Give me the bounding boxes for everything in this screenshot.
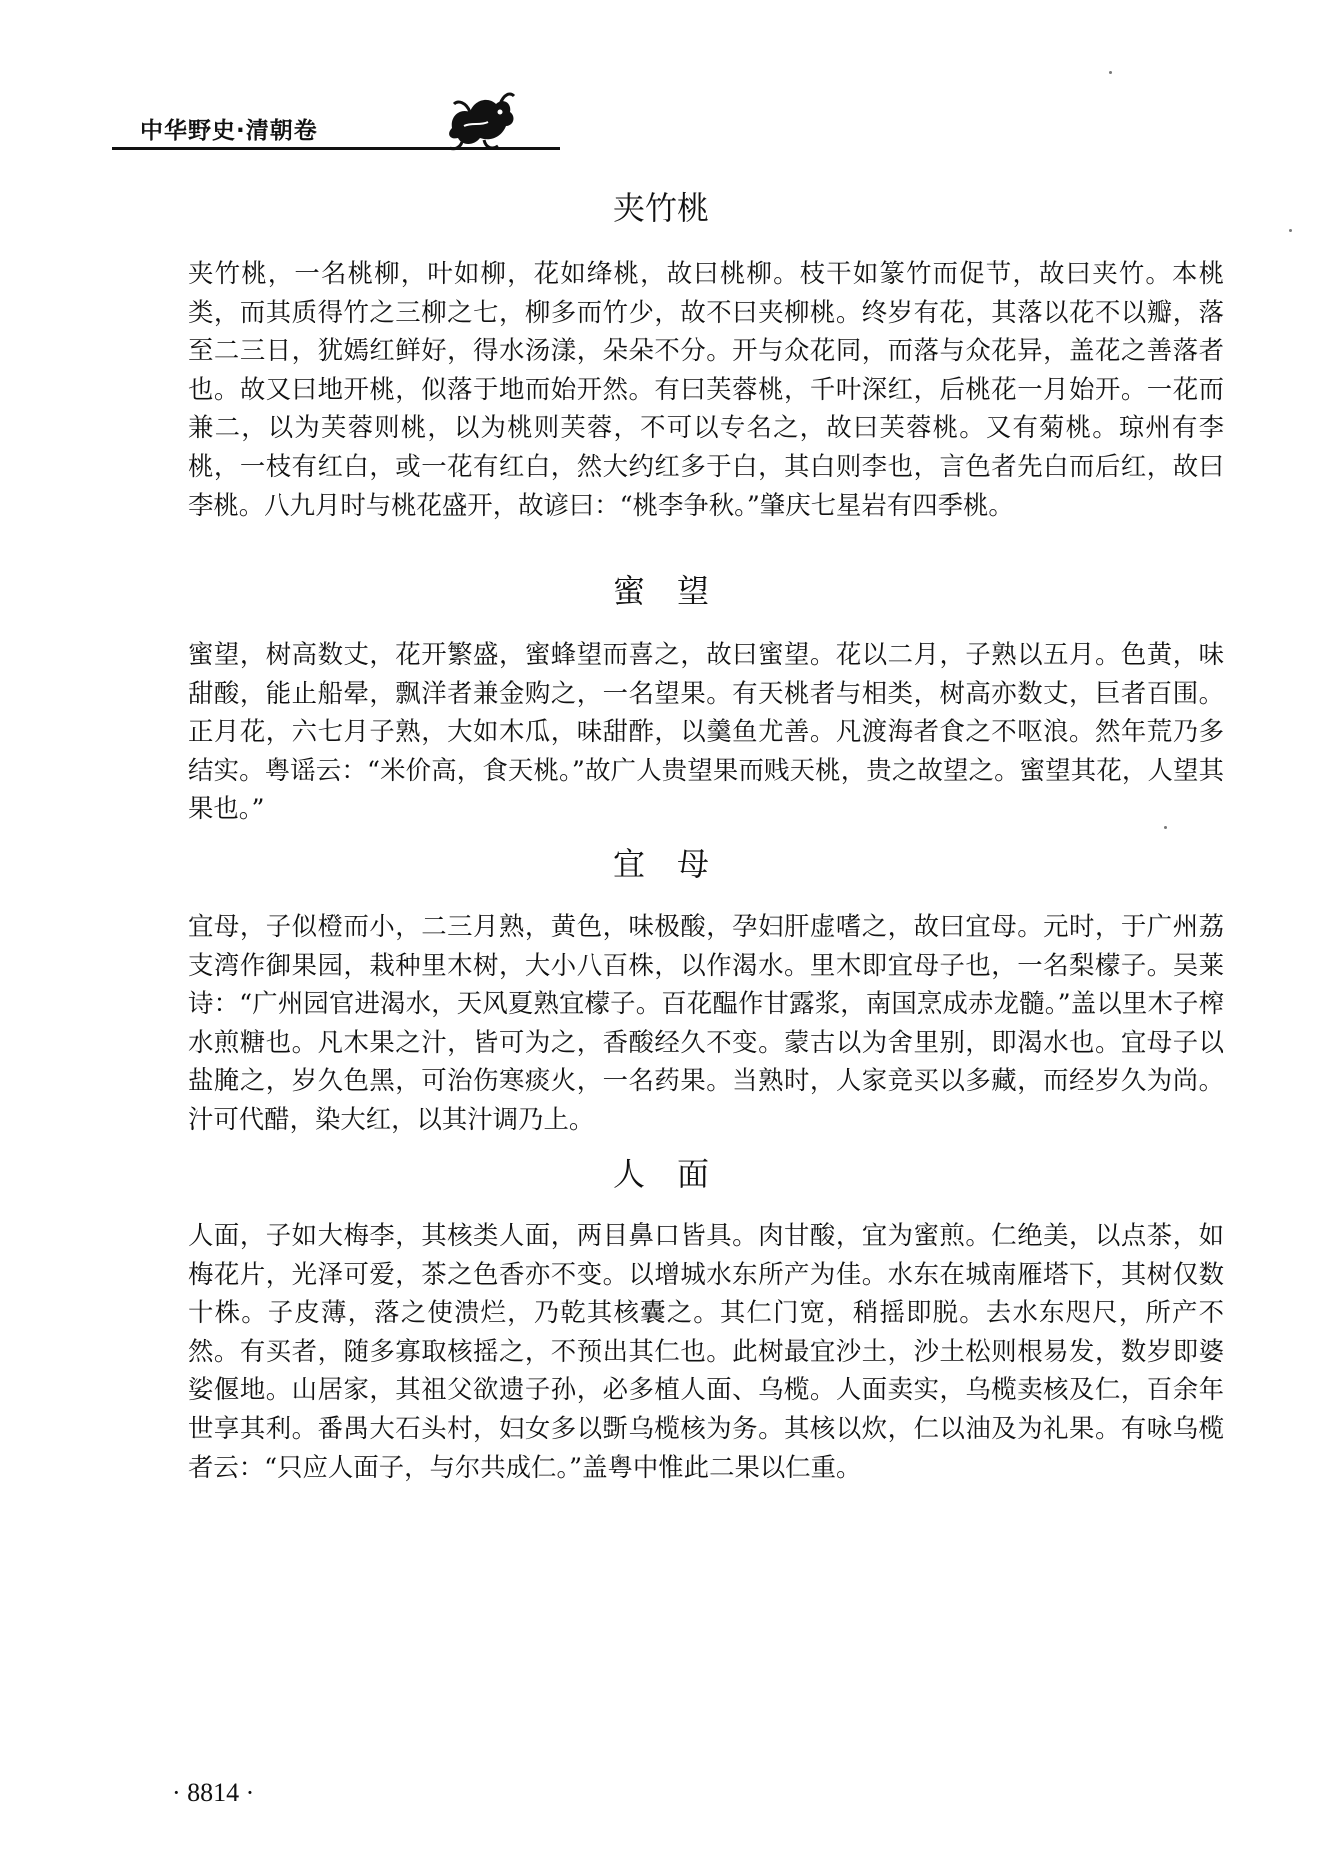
page-number: · 8814 · [172,1778,255,1807]
scan-speck [1289,229,1292,232]
section-text-renmian: 人面，子如大梅李，其核类人面，两目鼻口皆具。肉甘酸，宜为蜜煎。仁绝美，以点茶，如梅花片，光泽可爱，茶之色香亦不变。以增城水东所产为佳。水东在城南雁塔下，其树仅数十株。子皮薄，落之使溃烂，乃乾其核囊之。其仁门宽，稍摇即脱。去水东咫尺，所产不然。有买者，随多寡取核摇之，不预出其仁也。此树最宜沙土，沙土松则根易发，数岁即婆娑偃地。山居家，其祖父欲遗子孙，必多植人面、乌榄。人面卖实，乌榄卖核及仁，百余年世享其利。番禺大石头村，妇女多以斲乌榄核为务。其核以炊，仁以油及为礼果。有咏乌榄者云：“只应人面子，与尔共成仁。”盖粤中惟此二果以仁重。 [188,1220,1224,1482]
dragon-emblem-icon [440,86,520,156]
scan-speck [1164,826,1167,829]
scan-speck [1109,71,1112,74]
section-title-miwang: 蜜 望 [612,572,709,610]
section-text-jiazhutao: 夹竹桃，一名桃柳，叶如柳，花如绛桃，故曰桃柳。枝干如篆竹而促节，故曰夹竹。本桃类，而其质得竹之三柳之七，柳多而竹少，故不曰夹柳桃。终岁有花，其落以花不以瓣，落至二三日，犹嫣红鲜好，得水汤漾，朵朵不分。开与众花同，而落与众花异，盖花之善落者也。故又曰地开桃，似落于地而始开然。有曰芙蓉桃，千叶深红，后桃花一月始开。一花而兼二，以为芙蓉则桃，以为桃则芙蓉，不可以专名之，故曰芙蓉桃。又有菊桃。琼州有李桃，一枝有红白，或一花有红白，然大约红多于白，其白则李也，言色者先白而后红，故曰李桃。八九月时与桃花盛开，故谚曰：“桃李争秋。”肇庆七星岩有四季桃。 [188,258,1224,520]
section-title-renmian: 人 面 [612,1155,709,1193]
book-title: 中华野史·清朝卷 [140,118,318,144]
section-title-yimu: 宜 母 [612,845,709,883]
section-text-miwang: 蜜望，树高数丈，花开繁盛，蜜蜂望而喜之，故曰蜜望。花以二月，子熟以五月。色黄，味甜酸，能止船晕，飘洋者兼金购之，一名望果。有天桃者与相类，树高亦数丈，巨者百围。正月花，六七月子熟，大如木瓜，味甜酢，以羹鱼尤善。凡渡海者食之不呕浪。然年荒乃多结实。粤谣云：“米价高，食天桃。”故广人贵望果而贱天桃，贵之故望之。蜜望其花，人望其果也。” [188,639,1224,824]
section-text-yimu: 宜母，子似橙而小，二三月熟，黄色，味极酸，孕妇肝虚嗜之，故曰宜母。元时，于广州荔支湾作御果园，栽种里木树，大小八百株，以作渴水。里木即宜母子也，一名梨檬子。吴莱诗：“广州园官进渴水，天风夏熟宜檬子。百花醖作甘露浆，南国烹成赤龙髓。”盖以里木子榨水煎糖也。凡木果之汁，皆可为之，香酸经久不变。蒙古以为舍里别，即渴水也。宜母子以盐腌之，岁久色黑，可治伤寒痰火，一名药果。当熟时，人家竞买以多藏，而经岁久为尚。汁可代醋，染大红，以其汁调乃上。 [188,911,1224,1134]
section-title-jiazhutao: 夹竹桃 [612,189,709,227]
